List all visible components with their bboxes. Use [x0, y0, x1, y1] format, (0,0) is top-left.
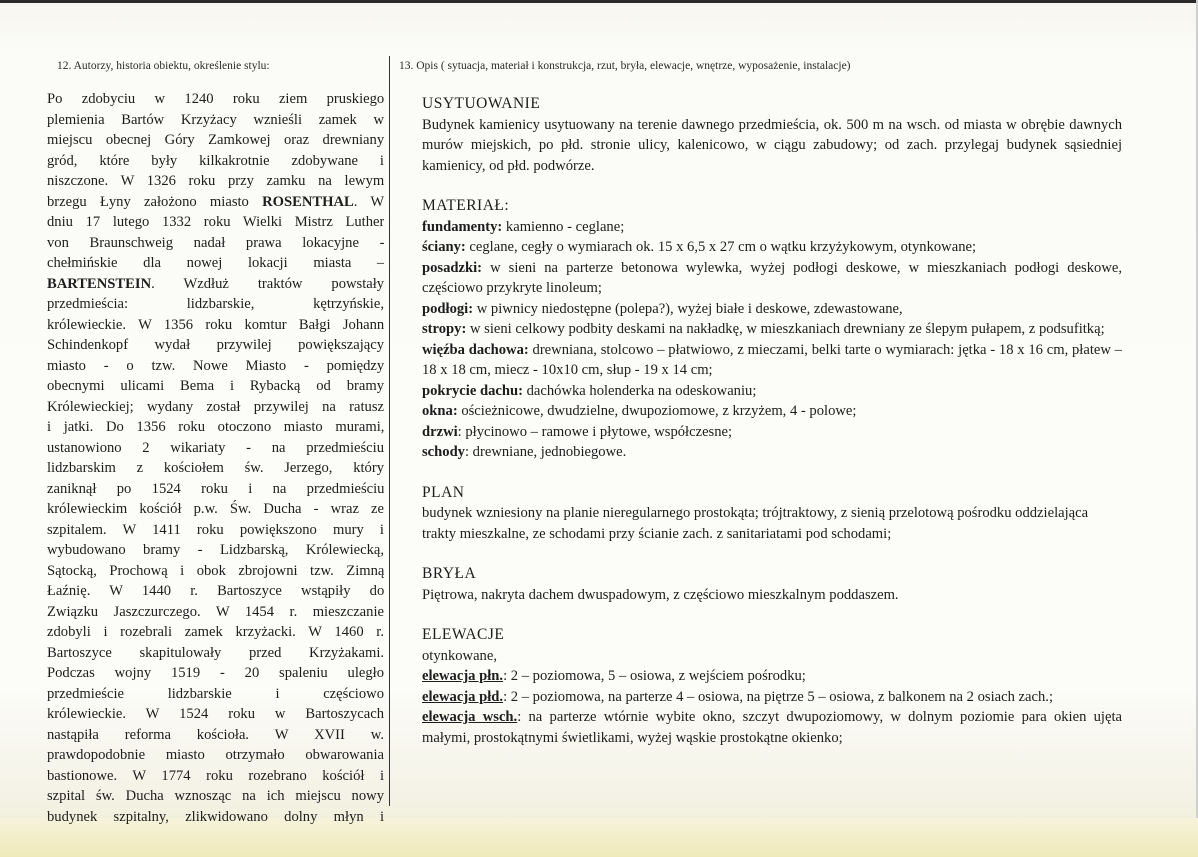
- elewacja-item: elewacja wsch.: na parterze wtórnie wybite okno, szczyt dwupoziomowy, w dolnym poziomie para okien ujęta małymi, prostokątnymi świetlikami, wyżej wąskie prostokątne okienko;: [422, 709, 1122, 746]
- material-item: okna: ościeżnicowe, dwudzielne, dwupoziomowe, z krzyżem, 4 - polowe;: [422, 403, 857, 419]
- history-line: von Braunschweig nadał prawa lokacyjne -: [47, 234, 384, 251]
- material-label: ściany:: [422, 239, 466, 255]
- history-text: [47, 89, 384, 827]
- elewacja-item: elewacja płn.: 2 – poziomowa, 5 – osiowa, z wejściem pośrodku;: [422, 668, 806, 684]
- history-line: Królewieckiej; wydany został przywilej na ratusz: [47, 398, 384, 415]
- history-line: Schindenkopf wydał przywilej powiększający: [47, 337, 384, 353]
- history-line: dniu 17 lutego 1332 roku Wielki Mistrz Luther: [47, 214, 384, 230]
- elewacja-label: elewacja wsch.: [422, 709, 518, 725]
- history-line: ustanowiono 2 wikariaty - na przedmieściu: [47, 439, 384, 456]
- history-line: szpital św. Ducha wznosząc na ich miejscu nowy: [47, 788, 384, 804]
- history-line: wybudowano bramy - Lidzbarską, Królewiecką,: [47, 542, 384, 558]
- section-13-header: 13. Opis ( sytuacja, materiał i konstrukcja, rzut, bryła, elewacje, wnętrze, wyposażenie, instalacje): [399, 60, 851, 72]
- history-line: Łaźnię. W 1440 r. Bartoszyce wstąpiły do: [47, 583, 384, 599]
- history-line: Podczas wojny 1519 - 20 spaleniu uległo: [47, 665, 384, 681]
- material-item: stropy: w sieni celkowy podbity deskami na nakładkę, w mieszkaniach drewniany ze ślepym pułapem, z podsufitką;: [422, 321, 1105, 337]
- history-line: gród, które były kilkakrotnie zdobywane i: [47, 152, 384, 169]
- material-item: ściany: ceglane, cegły o wymiarach ok. 15 x 6,5 x 27 cm o wątku krzyżykowym, otynkowane;: [422, 239, 977, 255]
- history-line: zdobyli i rozebrali zamek krzyżacki. W 1460 r.: [47, 624, 384, 640]
- material-label: stropy:: [422, 321, 467, 337]
- history-line: brzegu Łyny założono miasto ROSENTHAL. W: [47, 193, 384, 210]
- history-line: Po zdobyciu w 1240 roku ziem pruskiego: [47, 91, 384, 107]
- history-line: i jatki. Do 1356 roku otoczono miasto murami,: [47, 419, 384, 435]
- usytuowanie-heading: USYTUOWANIE: [422, 95, 541, 112]
- history-line: niszczone. W 1326 roku przy zamku na lewym: [47, 173, 384, 189]
- material-section: [422, 196, 1122, 463]
- bartenstein-name: BARTENSTEIN: [47, 275, 152, 292]
- elewacje-intro: otynkowane,: [422, 647, 497, 664]
- material-item: fundamenty: kamienno - ceglane;: [422, 218, 625, 235]
- material-label: więźba dachowa:: [422, 341, 529, 358]
- usytuowanie-section: [422, 94, 1122, 176]
- history-line: królewieckim kościół p.w. Św. Ducha - wraz ze: [47, 501, 384, 517]
- material-label: schody: [422, 444, 465, 460]
- material-label: pokrycie dachu:: [422, 382, 523, 399]
- elewacja-label: elewacja płn.: [422, 668, 504, 684]
- history-line: Związku Jaszczurczego. W 1454 r. mieszczanie: [47, 603, 384, 620]
- plan-text: budynek wzniesiony na planie nieregularnego prostokąta; trójtraktowy, z sienią przelotową pośrodku oddzielająca trakty mieszkalne, ze schodami przy ścianie zach. z sanitariatami pod schodami;: [422, 505, 1089, 542]
- material-label: okna:: [422, 403, 458, 419]
- elewacje-heading: ELEWACJE: [422, 626, 505, 643]
- usytuowanie-text: Budynek kamienicy usytuowany na terenie dawnego przedmieścia, ok. 500 m na wsch. od miasta w obrębie dawnych murów miejskich, po płd. stronie ulicy, kalenicowo, w ciągu zabudowy; od zach. przylegaj budynek sąsiedniej kamienicy, od płd. podwórze.: [422, 116, 1122, 174]
- history-line: królewieckie. W 1524 roku w Bartoszycach: [47, 706, 384, 722]
- history-line: miasto - o tzw. Nowe Miasto - pomiędzy: [47, 357, 384, 374]
- plan-heading: PLAN: [422, 483, 465, 501]
- elewacja-label: elewacja płd.: [422, 688, 504, 705]
- history-line: zaniknął po 1524 roku i na przedmieściu: [47, 480, 384, 497]
- material-heading: MATERIAŁ:: [422, 197, 510, 214]
- column-divider: [389, 56, 390, 806]
- material-item: drzwi: płycinowo – ramowe i płytowe, współczesne;: [422, 423, 733, 440]
- history-line: szpitalem. W 1411 roku powiększono mury i: [47, 521, 384, 538]
- history-line: budynek szpitalny, zlikwidowano dolny młyn i: [47, 808, 384, 825]
- history-line: Bartoszyce skapitulowały przed Krzyżakami.: [47, 644, 384, 661]
- material-item: pokrycie dachu: dachówka holenderka na odeskowaniu;: [422, 382, 757, 399]
- history-line: przedmieścia: lidzbarskie, kętrzyńskie,: [47, 296, 384, 312]
- history-line: Sątocką, Prochową i obok zbrojowni tzw. Zimną: [47, 562, 384, 579]
- history-line: nastąpiła reforma kościoła. W XVII w.: [47, 726, 384, 743]
- material-item: schody: drewniane, jednobiegowe.: [422, 444, 627, 460]
- history-line: plemienia Bartów Krzyżacy wznieśli zamek w: [47, 111, 384, 128]
- material-item: więźba dachowa: drewniana, stolcowo – płatwiowo, z mieczami, belki tarte o wymiarach: jętka - 18 x 16 cm, płatew – 18 x 18 cm, miecz - 10x10 cm, słup - 19 x 14 cm;: [422, 341, 1122, 378]
- history-line: chełmińskie dla nowej lokacji miasta –: [47, 255, 384, 271]
- history-line: lidzbarskim z kościołem św. Jerzego, który: [47, 460, 384, 476]
- bryla-text: Piętrowa, nakryta dachem dwuspadowym, z częściowo mieszkalnym poddaszem.: [422, 586, 899, 603]
- material-label: drzwi: [422, 423, 458, 440]
- history-line: królewieckie. W 1356 roku komtur Bałgi Johann: [47, 316, 384, 333]
- elewacja-item: elewacja płd.: 2 – poziomowa, na parterze 4 – osiowa, na piętrze 5 – osiowa, z balkonem na 2 osiach zach.;: [422, 688, 1053, 705]
- bryla-section: [422, 564, 1122, 605]
- description-column: [422, 94, 1122, 768]
- history-line: BARTENSTEIN. Wzdłuż traktów powstały: [47, 275, 384, 292]
- history-line: miejscu obecnej Góry Zamkowej oraz drewniany: [47, 132, 384, 148]
- history-line: obecnymi ulicami Bema i Rybacką od bramy: [47, 378, 384, 394]
- material-label: fundamenty:: [422, 218, 503, 235]
- elewacje-section: [422, 625, 1122, 748]
- history-line: przedmieście lidzbarskie i częściowo: [47, 685, 384, 702]
- scan-top-edge: [0, 0, 1198, 3]
- material-label: podłogi:: [422, 300, 474, 317]
- rosenthal-name: ROSENTHAL: [262, 193, 354, 210]
- section-12-header: 12. Autorzy, historia obiektu, określenie stylu:: [57, 60, 270, 72]
- history-line: bastionowe. W 1774 roku rozebrano kościół i: [47, 767, 384, 784]
- bryla-heading: BRYŁA: [422, 565, 477, 582]
- history-line: prawdopodobnie miasto otrzymało obwarowania: [47, 747, 384, 763]
- material-label: posadzki:: [422, 259, 483, 276]
- material-item: posadzki: w sieni na parterze betonowa wylewka, wyżej podłogi deskowe, w mieszkaniach podłogi deskowe, częściowo przykryte linoleum;: [422, 259, 1122, 296]
- material-item: podłogi: w piwnicy niedostępne (polepa?), wyżej białe i deskowe, zdewastowane,: [422, 300, 903, 317]
- plan-section: [422, 483, 1122, 545]
